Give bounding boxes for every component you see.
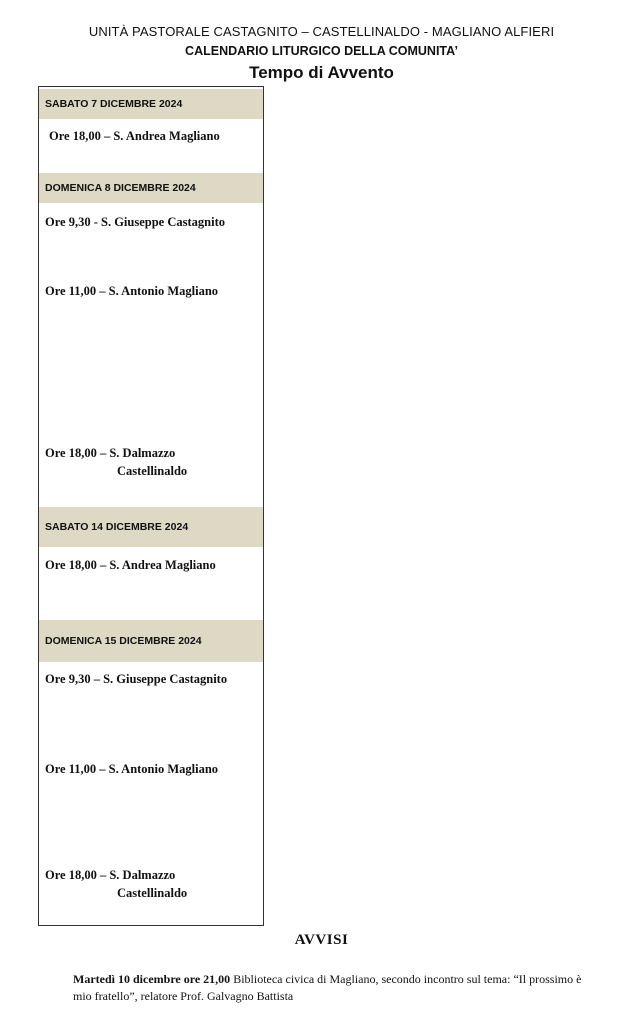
mass-entry: Ore 18,00 – S. Andrea Magliano bbox=[49, 129, 220, 143]
mass-entry: Ore 18,00 – S. Dalmazzo Castellinaldo bbox=[45, 446, 188, 478]
mass-entry: Ore 9,30 – S. Giuseppe Castagnito bbox=[45, 672, 228, 686]
avvisi-note bbox=[73, 971, 593, 1005]
mass-entry: Ore 18,00 – S. Andrea Magliano bbox=[45, 558, 216, 572]
avvisi-title: AVVISI bbox=[294, 932, 349, 948]
note-text: Biblioteca civica di Magliano, secondo incontro sul tema: “Il prossimo è mio fratello”, relatore Prof. Galvagno Battista bbox=[73, 972, 582, 1003]
liturgical-calendar-table bbox=[38, 86, 264, 926]
mass-entry: Ore 9,30 - S. Giuseppe Castagnito bbox=[45, 215, 225, 229]
parish-unit-title: UNITÀ PASTORALE CASTAGNITO – CASTELLINALDO - MAGLIANO ALFIERI bbox=[88, 24, 555, 39]
mass-entry: Ore 18,00 – S. Dalmazzo Castellinaldo bbox=[45, 868, 188, 900]
mass-entry: Ore 11,00 – S. Antonio Magliano bbox=[45, 762, 219, 776]
note-date: Martedì 10 dicembre ore 21,00 bbox=[73, 972, 231, 986]
season-title: Tempo di Avvento bbox=[249, 63, 394, 82]
day-header: DOMENICA 8 DICEMBRE 2024 bbox=[39, 173, 263, 203]
day-header: DOMENICA 15 DICEMBRE 2024 bbox=[39, 620, 263, 662]
day-header: SABATO 14 DICEMBRE 2024 bbox=[39, 507, 263, 547]
calendar-subtitle: CALENDARIO LITURGICO DELLA COMUNITA’ bbox=[185, 44, 458, 58]
mass-entry: Ore 11,00 – S. Antonio Magliano bbox=[45, 284, 219, 298]
day-header: SABATO 7 DICEMBRE 2024 bbox=[39, 89, 263, 119]
